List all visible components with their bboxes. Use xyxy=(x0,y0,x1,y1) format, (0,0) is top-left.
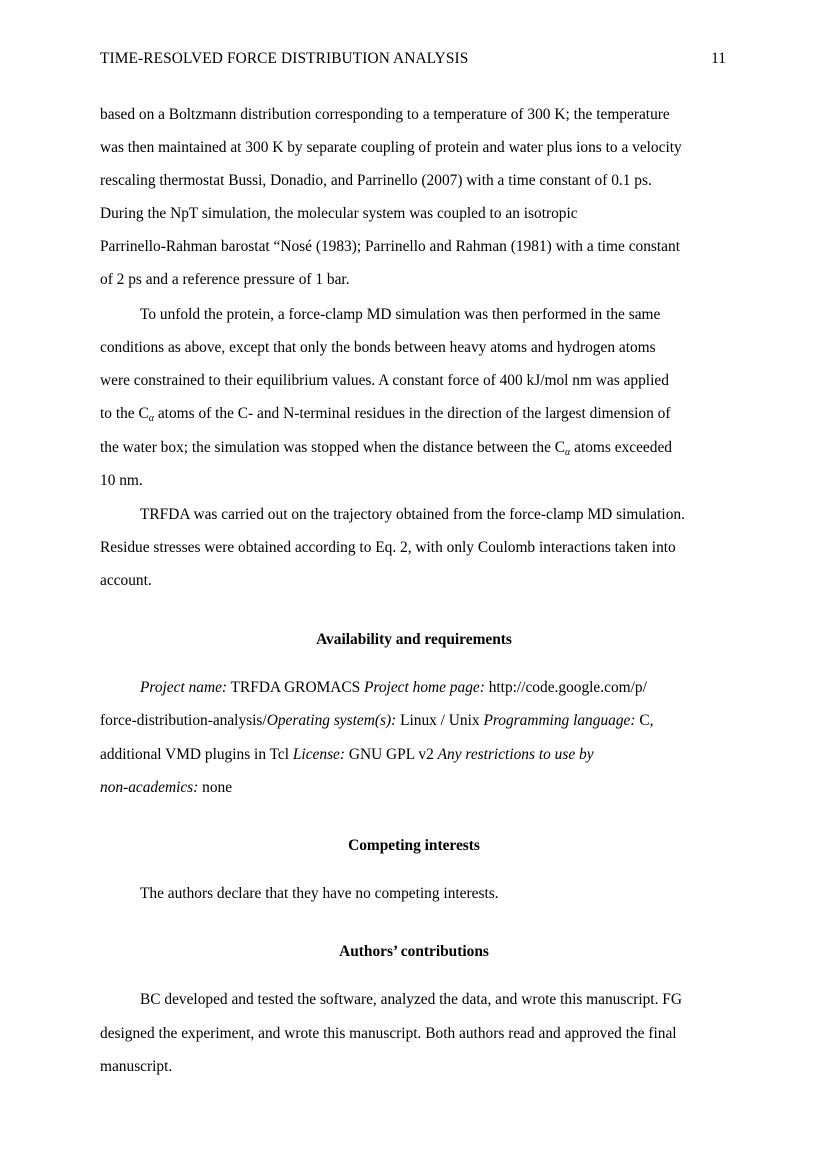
contributions-line-3: manuscript. xyxy=(100,1058,173,1075)
methods-p1-line-4: During the NpT simulation, the molecular system was coupled to an isotropic xyxy=(100,205,578,222)
methods-p1-line-2: was then maintained at 300 K by separate coupling of protein and water plus ions to a velocity xyxy=(100,139,682,156)
running-head xyxy=(100,49,728,69)
methods-p1-line-1: based on a Boltzmann distribution corresponding to a temperature of 300 K; the temperature xyxy=(100,106,670,123)
subscript-alpha: α xyxy=(148,413,154,424)
authors-contributions-heading: Authors’ contributions xyxy=(339,943,489,960)
availability-line-2 xyxy=(100,711,653,731)
availability-line-1 xyxy=(140,678,647,698)
availability-heading: Availability and requirements xyxy=(316,631,512,648)
subscript-alpha: α xyxy=(565,447,571,458)
methods-p1-line-5: Parrinello-Rahman barostat “Nosé (1983); Parrinello and Rahman (1981) with a time constant xyxy=(100,238,680,255)
page-number: 11 xyxy=(711,50,726,67)
project-name-label: Project name: xyxy=(140,679,228,696)
project-name-value: TRFDA GROMACS xyxy=(227,679,365,696)
language-value-part-2: additional VMD plugins in Tcl xyxy=(100,746,293,763)
contributions-line-2: designed the experiment, and wrote this manuscript. Both authors read and approved the final xyxy=(100,1025,677,1042)
availability-line-4 xyxy=(100,778,232,798)
os-value: Linux / Unix xyxy=(396,712,484,729)
restrictions-label-part-1: Any restrictions to use by xyxy=(437,746,594,763)
methods-p2-line-4-a: to the C xyxy=(100,405,149,422)
os-label: Operating system(s): xyxy=(266,712,397,729)
license-value: GNU GPL v2 xyxy=(345,746,438,763)
methods-p2-line-3: were constrained to their equilibrium values. A constant force of 400 kJ/mol nm was applied xyxy=(100,372,669,389)
restrictions-label-part-2: non-academics: xyxy=(100,779,199,796)
methods-p2-line-4-b: atoms of the C- and N-terminal residues in the direction of the largest dimension of xyxy=(154,405,671,422)
home-page-label: Project home page: xyxy=(364,679,485,696)
paper-page xyxy=(100,0,728,1170)
methods-p2-line-5 xyxy=(100,438,672,458)
contributions-line-1: BC developed and tested the software, analyzed the data, and wrote this manuscript. FG xyxy=(140,991,682,1008)
language-value-part-1: C, xyxy=(635,712,654,729)
methods-p1-line-3: rescaling thermostat Bussi, Donadio, and Parrinello (2007) with a time constant of 0.1 ps. xyxy=(100,172,652,189)
methods-p1-line-6: of 2 ps and a reference pressure of 1 bar. xyxy=(100,271,350,288)
home-page-url-part-1: http://code.google.com/p/ xyxy=(484,679,647,696)
running-title: TIME-RESOLVED FORCE DISTRIBUTION ANALYSIS xyxy=(100,50,469,67)
methods-p2-line-5-a: the water box; the simulation was stopped when the distance between the C xyxy=(100,439,566,456)
methods-p2-line-2: conditions as above, except that only the bonds between heavy atoms and hydrogen atoms xyxy=(100,339,656,356)
methods-p3-line-2: Residue stresses were obtained according to Eq. 2, with only Coulomb interactions taken into xyxy=(100,539,676,556)
availability-line-3 xyxy=(100,745,594,765)
license-label: License: xyxy=(292,746,346,763)
language-label: Programming language: xyxy=(483,712,636,729)
restrictions-value: none xyxy=(198,779,233,796)
methods-p3-line-1: TRFDA was carried out on the trajectory obtained from the force-clamp MD simulation. xyxy=(140,506,685,523)
methods-p2-line-4 xyxy=(100,404,670,424)
methods-p2-line-1: To unfold the protein, a force-clamp MD simulation was then performed in the same xyxy=(140,306,661,323)
methods-p2-line-6: 10 nm. xyxy=(100,472,143,489)
home-page-url-part-2: force-distribution-analysis/ xyxy=(100,712,267,729)
competing-interests-heading: Competing interests xyxy=(348,837,480,854)
methods-p3-line-3: account. xyxy=(100,572,152,589)
methods-p2-line-5-b: atoms exceeded xyxy=(570,439,672,456)
competing-interests-text: The authors declare that they have no competing interests. xyxy=(140,885,499,902)
